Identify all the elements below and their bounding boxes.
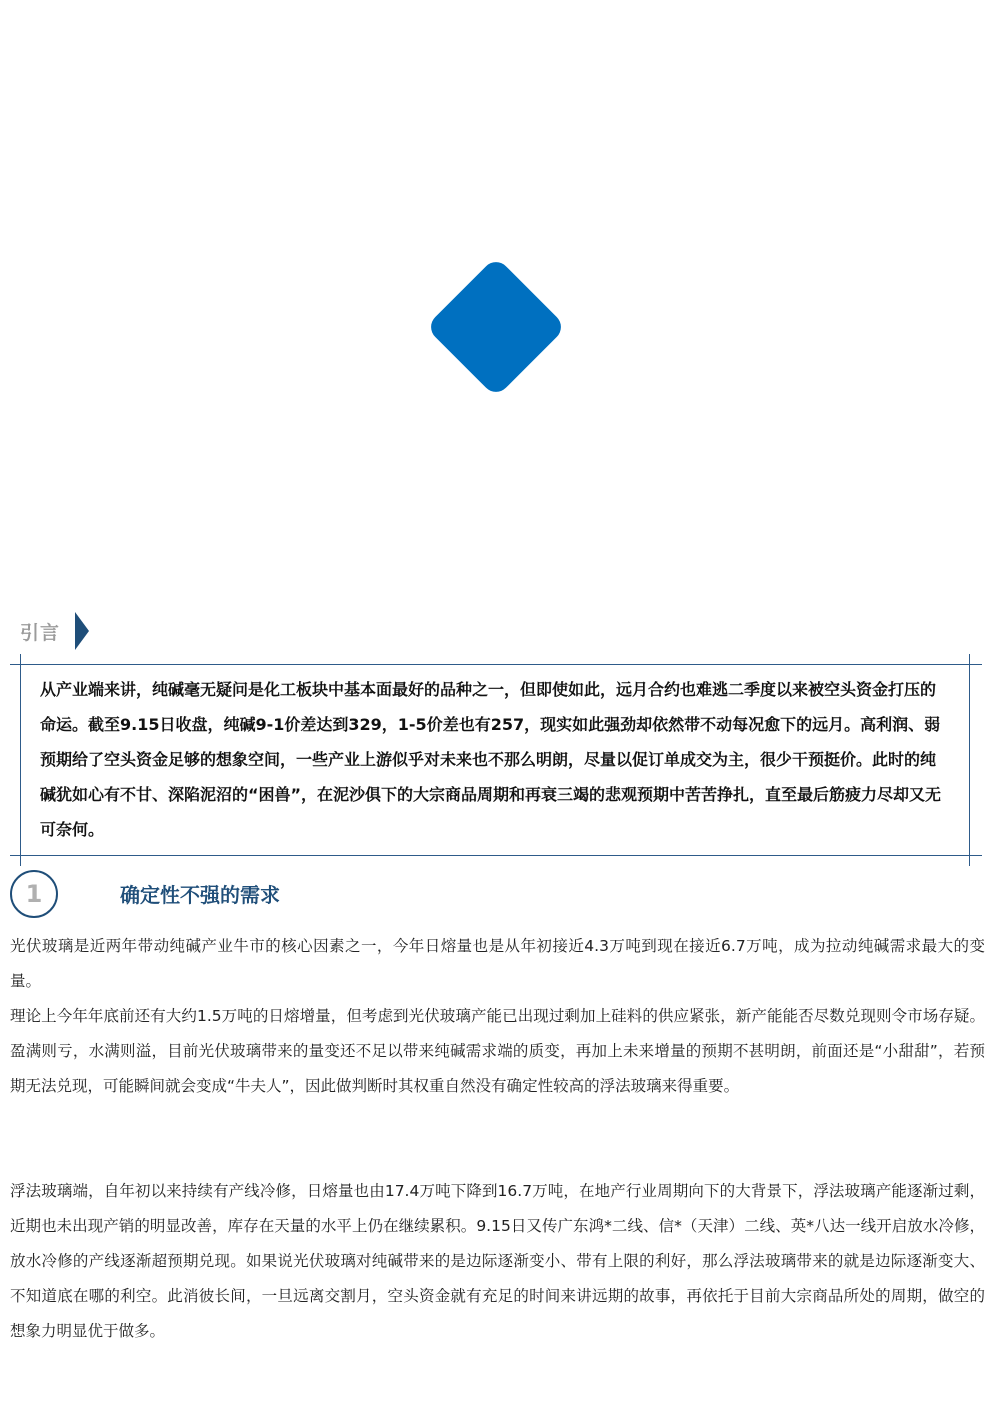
chevron-right-icon: [75, 612, 89, 650]
intro-text: 从产业端来讲，纯碱毫无疑问是化工板块中基本面最好的品种之一，但即使如此，远月合约也难逃二季度以来被空头资金打压的命运。截至9.15日收盘，纯碱9-1价差达到329，1-5价差也有257，现实如此强劲却依然带不动每况愈下的远月。高利润、弱预期给了空头资金足够的想象空间，一些产业上游似乎对未来也不那么明朗，尽量以促订单成交为主，很少干预挺价。此时的纯碱犹如心有不甘、深陷泥沼的“困兽”，在泥沙俱下的大宗商品周期和再衰三竭的悲观预期中苦苦挣扎，直至最后筋疲力尽却又无可奈何。: [40, 680, 942, 839]
intro-box: [0, 654, 992, 866]
section-body-part1: [10, 929, 985, 1104]
paragraph: 光伏玻璃是近两年带动纯碱产业牛市的核心因素之一，今年日熔量也是从年初接近4.3万吨到现在接近6.7万吨，成为拉动纯碱需求最大的变量。: [10, 937, 985, 990]
section-number-badge: 1: [10, 870, 58, 918]
intro-label: 引言: [20, 622, 61, 644]
section-title: 确定性不强的需求: [120, 883, 280, 907]
logo-diamond-icon: [425, 256, 567, 398]
section-body-part2: [10, 1174, 985, 1349]
paragraph: 浮法玻璃端，自年初以来持续有产线冷修，日熔量也由17.4万吨下降到16.7万吨，在地产行业周期向下的大背景下，浮法玻璃产能逐渐过剩，近期也未出现产销的明显改善，库存在天量的水平上仍在继续累积。9.15日又传广东鸿*二线、信*（天津）二线、英*八达一线开启放水冷修，放水冷修的产线逐渐超预期兑现。如果说光伏玻璃对纯碱带来的是边际逐渐变小、带有上限的利好，那么浮法玻璃带来的就是边际逐渐变大、不知道底在哪的利空。此消彼长间，一旦远离交割月，空头资金就有充足的时间来讲远期的故事，再依托于目前大宗商品所处的周期，做空的想象力明显优于做多。: [10, 1182, 985, 1340]
paragraph: 理论上今年年底前还有大约1.5万吨的日熔增量，但考虑到光伏玻璃产能已出现过剩加上硅料的供应紧张，新产能能否尽数兑现则令市场存疑。盈满则亏，水满则溢，目前光伏玻璃带来的量变还不足以带来纯碱需求端的质变，再加上未来增量的预期不甚明朗，前面还是“小甜甜”，若预期无法兑现，可能瞬间就会变成“牛夫人”，因此做判断时其权重自然没有确定性较高的浮法玻璃来得重要。: [10, 1007, 985, 1095]
